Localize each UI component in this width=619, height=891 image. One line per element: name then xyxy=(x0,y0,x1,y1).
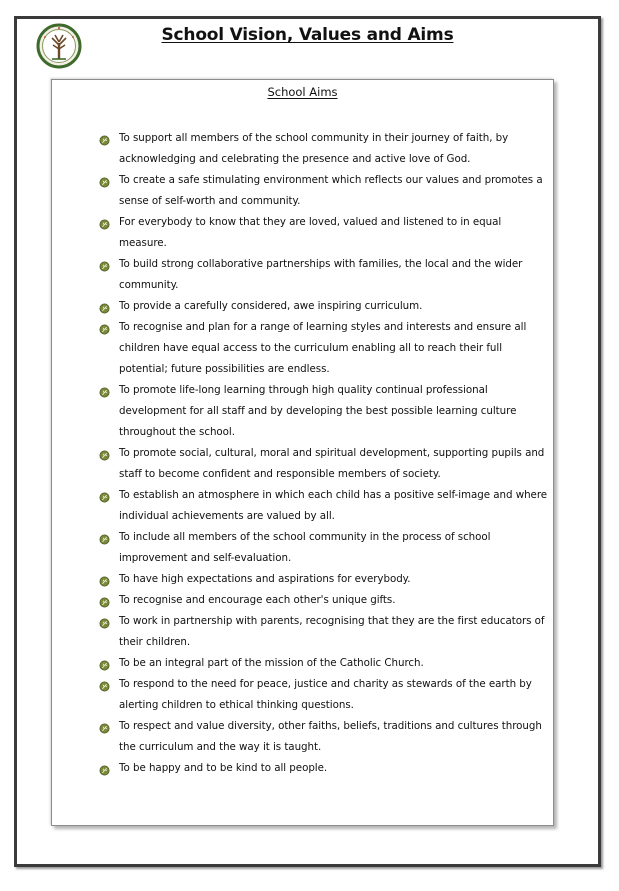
list-item xyxy=(98,674,550,716)
aim-text: To recognise and encourage each other's unique gifts. xyxy=(119,594,396,606)
aim-text: To build strong collaborative partnerships with families, the local and the wider community. xyxy=(119,258,523,291)
aim-text: To promote social, cultural, moral and spiritual development, supporting pupils and staff to become confident and responsible members of society. xyxy=(119,447,545,480)
aim-text: To work in partnership with parents, recognising that they are the first educators of their children. xyxy=(119,615,545,648)
aim-text: To establish an atmosphere in which each child has a positive self-image and where individual achievements are valued by all. xyxy=(119,489,548,522)
aim-text: To include all members of the school community in the process of school improvement and self-evaluation. xyxy=(119,531,491,564)
list-item xyxy=(98,317,550,380)
aim-text: To have high expectations and aspirations for everybody. xyxy=(119,573,411,585)
leaf-bullet-icon xyxy=(99,679,110,690)
leaf-bullet-icon xyxy=(99,385,110,396)
list-item xyxy=(98,653,550,674)
aim-text: To recognise and plan for a range of learning styles and interests and ensure all children have equal access to the curriculum enabling all to reach their full potential; future possibilities are endless. xyxy=(119,321,527,375)
list-item xyxy=(98,758,550,779)
leaf-bullet-icon xyxy=(99,763,110,774)
leaf-bullet-icon xyxy=(99,301,110,312)
leaf-bullet-icon xyxy=(99,259,110,270)
aim-text: To create a safe stimulating environment which reflects our values and promotes a sense of self-worth and community. xyxy=(119,174,543,207)
leaf-bullet-icon xyxy=(99,721,110,732)
school-crest-icon xyxy=(36,23,82,69)
aims-list xyxy=(98,128,550,779)
list-item xyxy=(98,569,550,590)
list-item xyxy=(98,527,550,569)
aim-text: To respond to the need for peace, justice and charity as stewards of the earth by alerting children to ethical thinking questions. xyxy=(119,678,532,711)
leaf-bullet-icon xyxy=(99,322,110,333)
list-item xyxy=(98,296,550,317)
leaf-bullet-icon xyxy=(99,133,110,144)
aim-text: For everybody to know that they are loved, valued and listened to in equal measure. xyxy=(119,216,502,249)
aim-text: To be happy and to be kind to all people. xyxy=(119,762,328,774)
list-item xyxy=(98,380,550,443)
list-item xyxy=(98,170,550,212)
list-item xyxy=(98,611,550,653)
aim-text: To provide a carefully considered, awe inspiring curriculum. xyxy=(119,300,423,312)
leaf-bullet-icon xyxy=(99,595,110,606)
leaf-bullet-icon xyxy=(99,574,110,585)
leaf-bullet-icon xyxy=(99,532,110,543)
section-title: School Aims xyxy=(267,85,338,99)
leaf-bullet-icon xyxy=(99,658,110,669)
leaf-bullet-icon xyxy=(99,448,110,459)
leaf-bullet-icon xyxy=(99,175,110,186)
list-item xyxy=(98,716,550,758)
leaf-bullet-icon xyxy=(99,616,110,627)
aim-text: To support all members of the school community in their journey of faith, by acknowledging and celebrating the presence and active love of God. xyxy=(119,132,509,165)
aim-text: To be an integral part of the mission of the Catholic Church. xyxy=(119,657,424,669)
page-title: School Vision, Values and Aims xyxy=(161,25,454,45)
leaf-bullet-icon xyxy=(99,490,110,501)
school-aims-panel xyxy=(51,79,554,826)
list-item xyxy=(98,485,550,527)
list-item xyxy=(98,590,550,611)
list-item xyxy=(98,128,550,170)
list-item xyxy=(98,443,550,485)
leaf-bullet-icon xyxy=(99,217,110,228)
aim-text: To respect and value diversity, other faiths, beliefs, traditions and cultures through the curriculum and the way it is taught. xyxy=(119,720,542,753)
list-item xyxy=(98,254,550,296)
list-item xyxy=(98,212,550,254)
aim-text: To promote life-long learning through high quality continual professional development for all staff and by developing the best possible learning culture throughout the school. xyxy=(119,384,517,438)
